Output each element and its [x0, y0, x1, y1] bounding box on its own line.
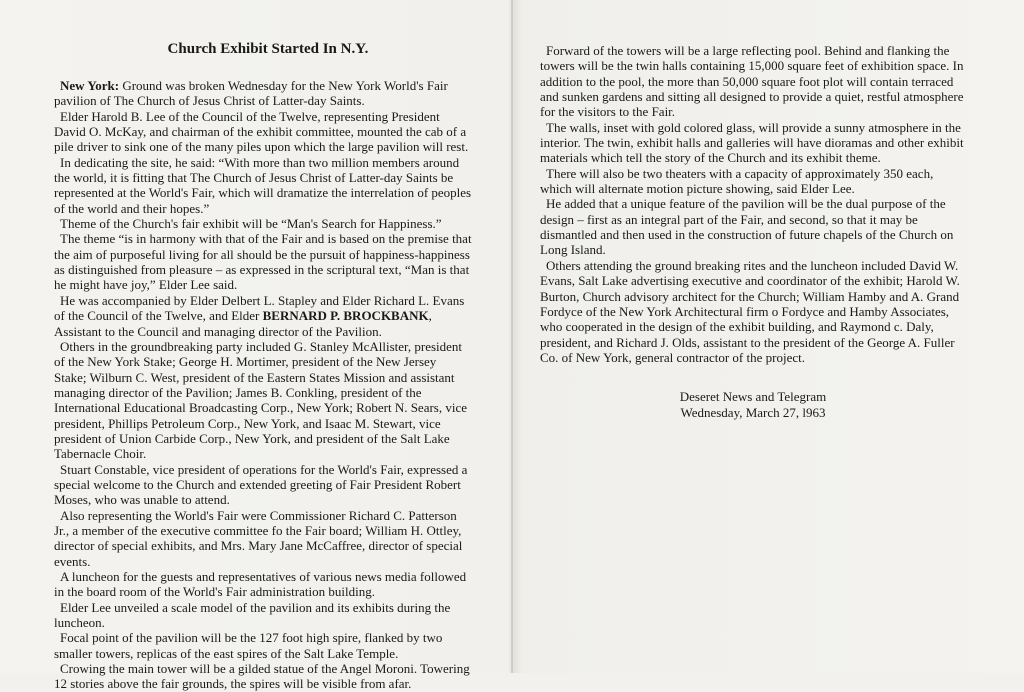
paragraph-text: , Assistant to the Council and managing director of the Pavilion. [54, 308, 432, 339]
credit-date: Wednesday, March 27, l963 [680, 404, 826, 420]
page-fold [511, 0, 513, 673]
right-page [540, 43, 966, 420]
paragraph: Elder Harold B. Lee of the Council of the Twelve, representing President David O. McKay, and chairman of the exhibit committee, mounted the cab of a pile driver to sink one of the many piles upon which the large pavilion will rest. [54, 108, 469, 155]
paragraph: Crowing the main tower will be a gilded statue of the Angel Moroni. Towering 12 stories above the fair grounds, the spires will be visible from afar. [54, 661, 470, 692]
paragraph: Focal point of the pavilion will be the 127 foot high spire, flanked by two smaller towers, replicas of the east spires of the Salt Lake Temple. [54, 630, 443, 661]
paragraph: Stuart Constable, vice president of operations for the World's Fair, expressed a special welcome to the Church and extended greeting of Fair President Robert Moses, who was unable to attend. [54, 461, 468, 508]
left-page [54, 40, 472, 692]
paragraph [54, 293, 472, 339]
paragraph: There will also be two theaters with a capacity of approximately 350 each, which will alternate motion picture showing, said Elder Lee. [540, 165, 934, 197]
paragraph: A luncheon for the guests and representatives of various news media followed in the board room of the World's Fair administration building. [54, 569, 467, 600]
paragraph: Others in the groundbreaking party included G. Stanley McAllister, president of the New York Stake; George H. Mortimer, president of the New Jersey Stake; Wilburn C. West, president of the Eastern States Mission and assistant managing director of the Pavilion; James B. Conkling, president of the International Educational Broadcasting Corp., New York; Robert N. Sears, vice president, Phillips Petroleum Corp., New York, and Isaac M. Stewart, vice president of Union Carbide Corp., New York, and president of the Salt Lake Tabernacle Choir. [54, 338, 468, 462]
paragraph-text: Ground was broken Wednesday for the New York World's Fair pavilion of The Church of Jesus Christ of Latter-day Saints. [54, 78, 448, 109]
paragraph [54, 78, 472, 109]
source-credit [540, 389, 966, 420]
paragraph: Theme of the Church's fair exhibit will be “Man's Search for Happiness.” [60, 216, 442, 232]
paragraph: The walls, inset with gold colored glass, will provide a sunny atmosphere in the interior. The twin, exhibit halls and galleries will have dioramas and other exhibit materials which tell the story of the Church and its exhibit theme. [540, 119, 964, 166]
paragraph: Elder Lee unveiled a scale model of the pavilion and its exhibits during the luncheon. [54, 599, 451, 631]
paragraph-text: He was accompanied by Elder Delbert L. Stapley and Elder Richard L. Evans of the Council of the Twelve, and Elder [54, 292, 465, 324]
paragraph: Others attending the ground breaking rites and the luncheon included David W. Evans, Salt Lake advertising executive and coordinator of the exhibit; Harold W. Burton, Church advisory architect for the Church; William Hamby and A. Grand Fordyce of the New York Architectural firm o Fordyce and Hamby Associates, who cooperated in the design of the exhibit building, and Raymond c. Daly, president, and Richard J. Olds, assistant to the president of the George A. Fuller Co. of New York, general contractor of the project. [540, 257, 960, 365]
paragraph: The theme “is in harmony with that of the Fair and is based on the premise that the aim of purposeful living for all should be the pursuit of happiness-happiness as distinguished from pleasure – as expressed in the scriptural text, “Man is that he might have joy,” Elder Lee said. [54, 231, 472, 293]
dateline: New York: [60, 78, 120, 93]
paragraph: Also representing the World's Fair were Commissioner Richard C. Patterson Jr., a member of the executive committee fo the Fair board; William H. Ottley, director of special exhibits, and Mrs. Mary Jane McCaffree, director of special events. [54, 507, 463, 569]
paragraph: Forward of the towers will be a large reflecting pool. Behind and flanking the towers will be the twin halls containing 15,000 square feet of exhibition space. In addition to the pool, the more than 50,000 square foot plot will contain terraced and sunken gardens and sitting all designed to provide a quiet, restful atmosphere for the visitors to the Fair. [540, 43, 964, 120]
credit-source: Deseret News and Telegram [679, 389, 827, 405]
article-title: Church Exhibit Started In N.Y. [167, 41, 369, 57]
paragraph: He added that a unique feature of the pavilion will be the dual purpose of the design – first as an integral part of the Fair, and second, so that it may be dismantled and then used in the construction of future chapels of the Church on Long Island. [540, 196, 954, 258]
bold-name: BERNARD P. BROCKBANK [262, 308, 429, 324]
paragraph: In dedicating the site, he said: “With more than two million members around the world, it is fitting that The Church of Jesus Christ of Latter-day Saints be represented at the World's Fair, which will dramatize the interrelation of peoples of the world and their hopes.” [54, 154, 472, 216]
